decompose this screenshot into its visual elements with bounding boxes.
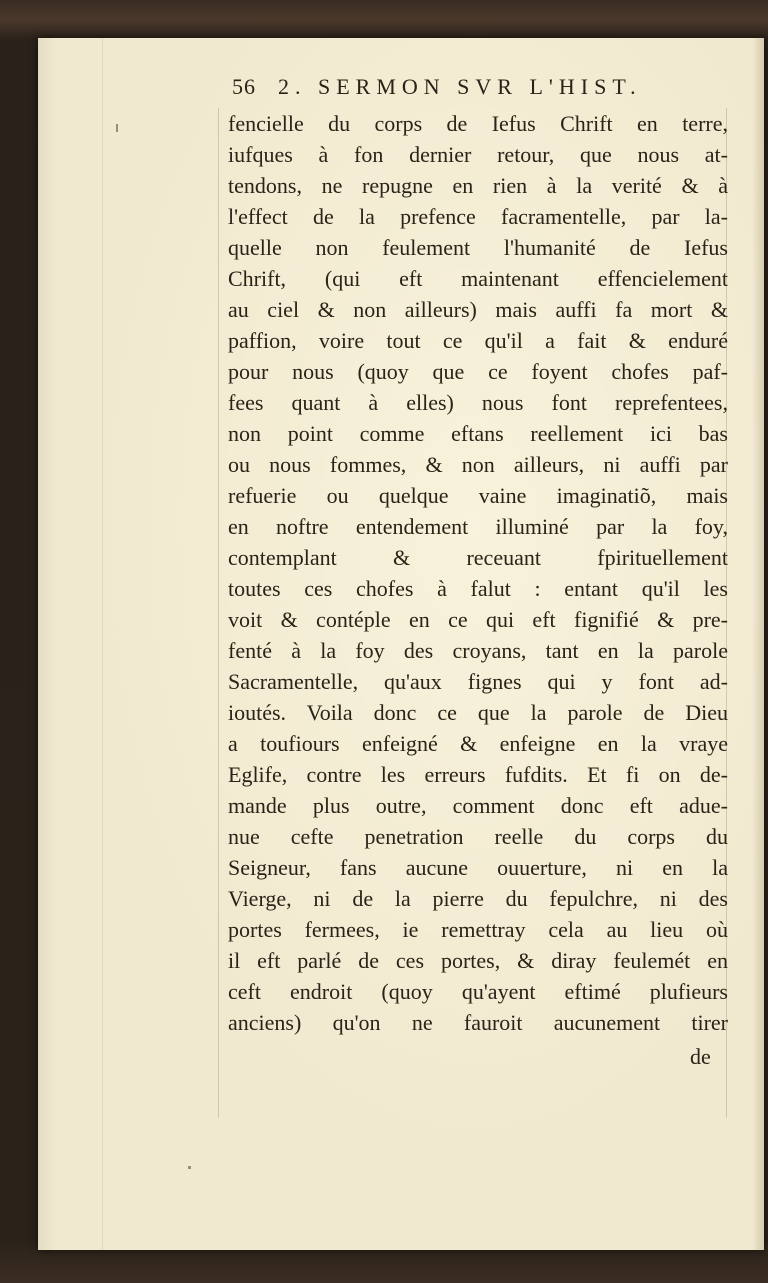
text-line: Sacramentelle, qu'aux fignes qui y font ad- [228, 669, 728, 694]
text-line: iufques à fon dernier retour, que nous at- [228, 142, 728, 167]
text-line: nue cefte penetration reelle du corps du [228, 824, 728, 849]
text-line: pour nous (quoy que ce foyent chofes paf- [228, 359, 728, 384]
text-line: Seigneur, fans aucune ouuerture, ni en la [228, 855, 728, 880]
margin-rule-inner [218, 108, 219, 1118]
page-number: 56 [232, 74, 256, 99]
text-line: ioutés. Voila donc ce que la parole de Dieu [228, 700, 728, 725]
text-line: en noftre entendement illuminé par la foy, [228, 514, 728, 539]
text-line: a toufiours enfeigné & enfeigne en la vraye [228, 731, 728, 756]
text-line: contemplant & receuant fpirituellement [228, 545, 728, 570]
text-line: mande plus outre, comment donc eft adue- [228, 793, 728, 818]
text-line: anciens) qu'on ne fauroit aucunement tirer [228, 1010, 728, 1035]
text-line: ceft endroit (quoy qu'ayent eftimé plufieurs [228, 979, 728, 1004]
text-line: tendons, ne repugne en rien à la verité & à [228, 173, 728, 198]
text-line: voit & contéple en ce qui eft fignifié & pre- [228, 607, 728, 632]
text-line: l'effect de la prefence facramentelle, par la- [228, 204, 728, 229]
text-line: paffion, voire tout ce qu'il a fait & enduré [228, 328, 728, 353]
margin-speck [116, 124, 118, 132]
running-head [232, 74, 642, 100]
text-line: quelle non feulement l'humanité de Iefus [228, 235, 728, 260]
text-line: ou nous fommes, & non ailleurs, ni auffi par [228, 452, 728, 477]
running-title: 2. SERMON SVR L'HIST. [278, 74, 642, 99]
text-line: non point comme eftans reellement ici bas [228, 421, 728, 446]
text-line: toutes ces chofes à falut : entant qu'il les [228, 576, 728, 601]
body-text [228, 108, 728, 1038]
margin-rule-left [102, 38, 103, 1250]
text-line: Eglife, contre les erreurs fufdits. Et fi on de- [228, 762, 728, 787]
text-line: au ciel & non ailleurs) mais auffi fa mort & [228, 297, 728, 322]
text-line: Chrift, (qui eft maintenant effencielement [228, 266, 728, 291]
catchword: de [690, 1044, 711, 1069]
text-line: il eft parlé de ces portes, & diray feulemét en [228, 948, 728, 973]
text-line: Vierge, ni de la pierre du fepulchre, ni des [228, 886, 728, 911]
text-line: refuerie ou quelque vaine imaginatiõ, mais [228, 483, 728, 508]
text-line: portes fermees, ie remettray cela au lieu où [228, 917, 728, 942]
page-edge-shadow [752, 38, 764, 1250]
margin-speck [188, 1166, 191, 1169]
text-line: fenté à la foy des croyans, tant en la parole [228, 638, 728, 663]
text-line: fencielle du corps de Iefus Chrift en terre, [228, 111, 728, 136]
text-line: fees quant à elles) nous font reprefentees, [228, 390, 728, 415]
